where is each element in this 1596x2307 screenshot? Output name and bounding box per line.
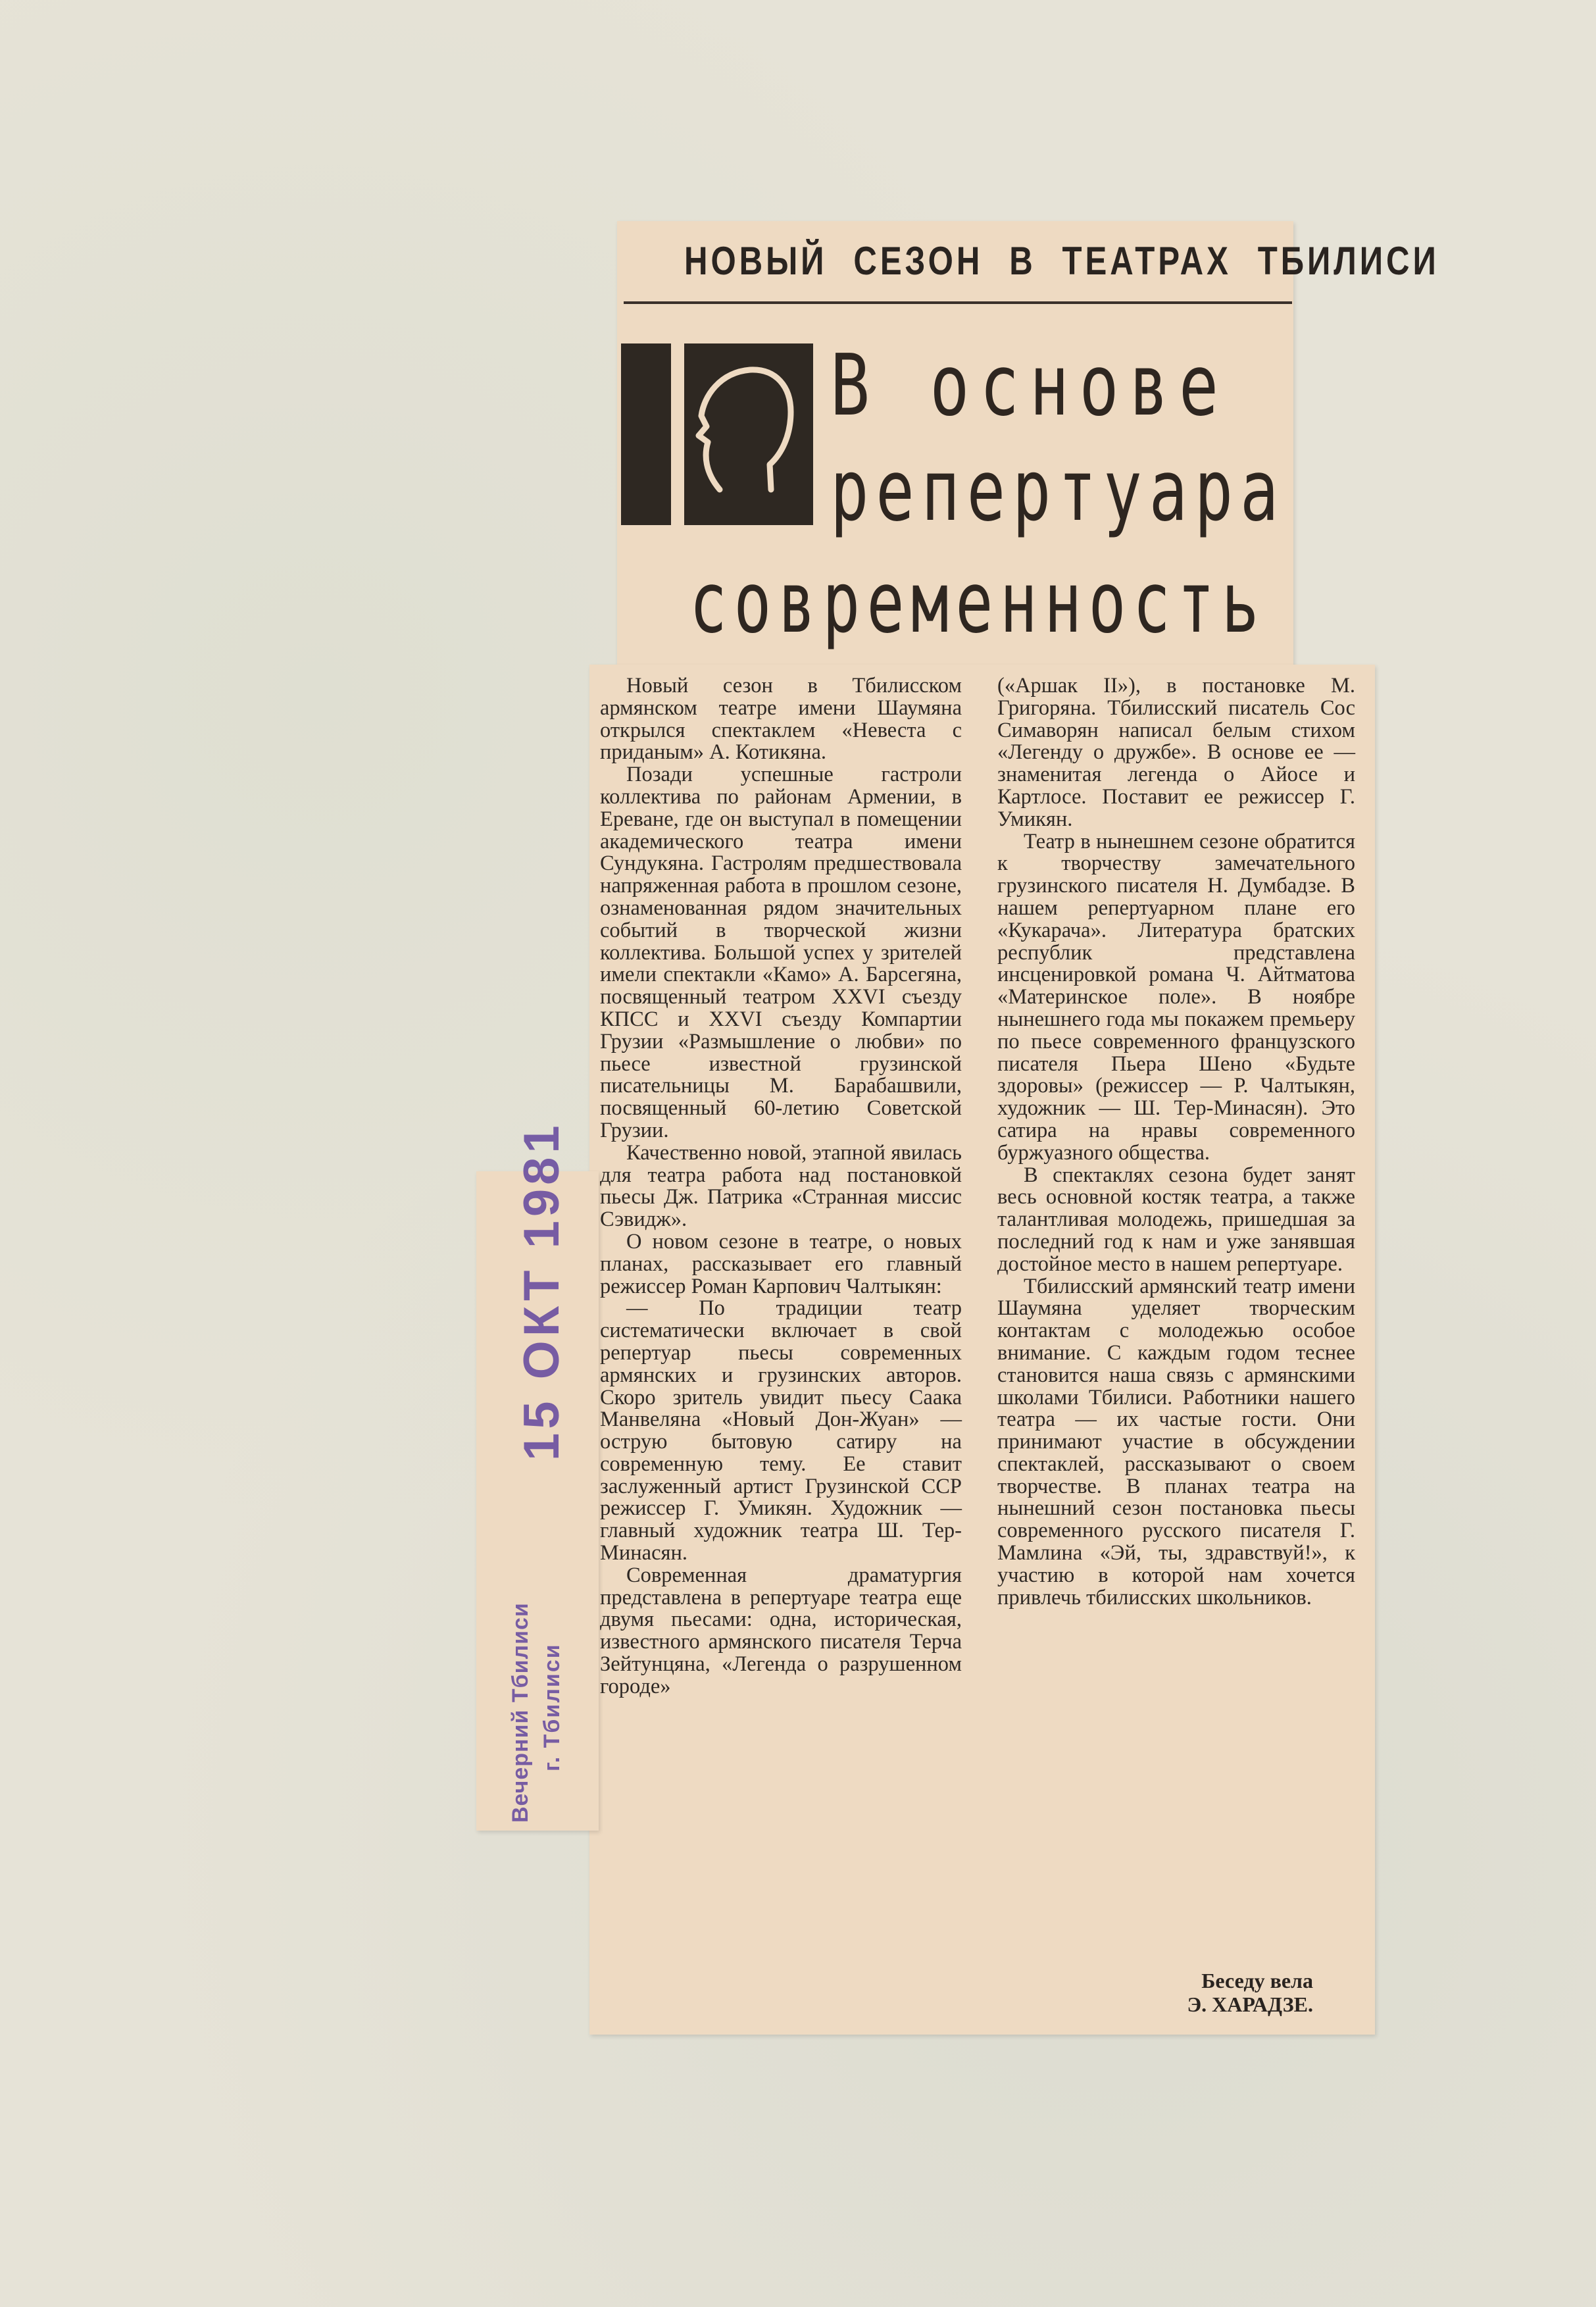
article-byline bbox=[1118, 1969, 1313, 2016]
article-paragraph: Современная драматургия представлена в репертуаре театра еще двумя пьесами: одна, историческая, известного армянского писателя Терча Зейтунцяна, «Легенда о разрушенном городе» bbox=[600, 1563, 962, 1698]
article-paragraph: Качественно новой, этапной явилась для театра работа над постановкой пьесы Дж. Патрика «Странная миссис Сэвидж». bbox=[600, 1140, 962, 1232]
newspaper-stamp: Вечерний Тбилиси bbox=[508, 1602, 533, 1823]
article-paragraph: («Аршак II»), в постановке М. Григоряна. Тбилисский писатель Сос Симаворян написал белым стихом «Легенду о дружбе». В основе ее — знаменитая легенда о Айосе и Картлосе. Поставит ее режиссер Г. Умикян. bbox=[997, 674, 1355, 831]
byline-author: Э. ХАРАДЗЕ. bbox=[1187, 1992, 1313, 2016]
article-column-right bbox=[997, 675, 1355, 1609]
section-rubric: НОВЫЙ СЕЗОН В ТЕАТРАХ ТБИЛИСИ bbox=[684, 239, 1439, 283]
article-paragraph: О новом сезоне в театре, о новых планах, рассказывает его главный режиссер Роман Карпович Чалтыкян: bbox=[600, 1229, 962, 1298]
article-paragraph: В спектаклях сезона будет занят весь основной костяк театра, а также талантливая молодежь, пришедшая за последний год к нам и уже занявшая достойное место в нашем репертуаре. bbox=[997, 1163, 1355, 1276]
city-stamp: г. Тбилиси bbox=[539, 1643, 564, 1771]
article-column-left bbox=[600, 675, 962, 1698]
article-paragraph: — По традиции театр систематически включает в свой репертуар пьесы современных армянских и грузинских авторов. Скоро зритель увидит пьесу Саака Манвеляна «Новый Дон-Жуан» — острую бытовую сатиру на современную тему. Ее ставит заслуженный артист Грузинской ССР режиссер Г. Умикян. Художник — главный художник театра Ш. Тер-Минасян. bbox=[600, 1296, 962, 1565]
byline-label: Беседу вела bbox=[1201, 1969, 1313, 1992]
article-paragraph: Тбилисский армянский театр имени Шаумяна уделяет творческим контактам с молодежью особое внимание. С каждым годом теснее становится наша связь с армянскими школами Тбилиси. Работники нашего театра — их частые гости. Они принимают участие в обсуждении спектаклей, рассказывают о своем творчестве. В планах театра на нынешний сезон постановка пьесы современного русского писателя Г. Мамлина «Эй, ты, здравствуй!», к участию в которой нам хочется привлечь тбилисских школьников. bbox=[997, 1274, 1355, 1610]
headline-line-3: современность bbox=[689, 554, 1266, 652]
article-paragraph: Новый сезон в Тбилисском армянском театре имени Шаумяна открылся спектаклем «Невеста с приданым» А. Котикяна. bbox=[600, 674, 962, 765]
rubric-divider bbox=[624, 301, 1292, 304]
article-paragraph: Позади успешные гастроли коллектива по районам Армении, в Ереване, где он выступал в помещении академического театра имени Сундукяна. Гастролям предшествовала напряженная работа в прошлом сезоне, ознаменованная рядом значительных событий в творческой жизни коллектива. Большой успех у зрителей имели спектакли «Камо» А. Барсегяна, посвященный театром XXVI съезду КПСС и XXVI съезду Компартии Грузии «Размышление о любви» по пьесе известной грузинской писательницы М. Барабашвили, посвященный 60-летию Советской Грузии. bbox=[600, 763, 962, 1142]
headline-line-1: В основе bbox=[830, 337, 1229, 435]
article-paragraph: Театр в нынешнем сезоне обратится к творчеству замечательного грузинского писателя Н. Думбадзе. В нашем репертуарном плане его «Кукарача». Литература братских республик представлена инсценировкой романа Ч. Айтматова «Материнское поле». В ноябре нынешнего года мы покажем премьеру по пьесе современного французского писателя Пьера Шено «Будьте здоровы» (режиссер — Р. Чалтыкян, художник — Ш. Тер-Минасян). Это сатира на нравы современного буржуазного общества. bbox=[997, 829, 1355, 1165]
date-stamp: 15 ОКТ 1981 bbox=[514, 1121, 570, 1461]
theatre-profile-head-icon bbox=[621, 343, 813, 525]
headline-line-2: репертуара bbox=[830, 442, 1286, 540]
